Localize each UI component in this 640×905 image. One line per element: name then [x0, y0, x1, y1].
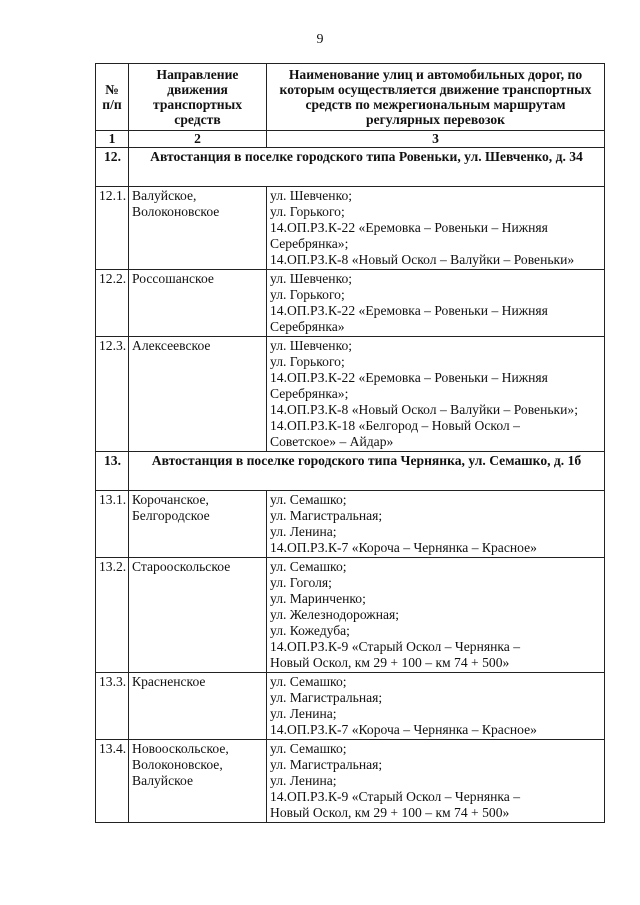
header-streets: Наименование улиц и автомобильных дорог, по которым осуществляется движение транспортных средств по межрегиональным маршрутам регулярных перевозок [267, 64, 605, 131]
streets-cell [267, 270, 605, 337]
street-line: ул. Гоголя; [270, 575, 332, 590]
table-header-row [96, 64, 605, 131]
direction-line: Россошанское [132, 271, 214, 286]
street-line: Новый Оскол, км 29 + 100 – км 74 + 500» [270, 805, 510, 820]
street-line: ул. Горького; [270, 354, 345, 369]
street-line: Новый Оскол, км 29 + 100 – км 74 + 500» [270, 655, 510, 670]
streets-cell [267, 187, 605, 270]
direction-cell [129, 740, 267, 823]
row-number: 13.2. [96, 558, 129, 673]
section-number: 13. [96, 452, 129, 491]
street-line: 14.ОП.РЗ.К-8 «Новый Оскол – Валуйки – Ровеньки»; [270, 402, 579, 417]
section-title: Автостанция в поселке городского типа Ровеньки, ул. Шевченко, д. 34 [129, 148, 605, 187]
street-line: 14.ОП.РЗ.К-22 «Еремовка – Ровеньки – Нижняя [270, 303, 548, 318]
street-line: ул. Шевченко; [270, 188, 353, 203]
column-index: 2 [129, 131, 267, 148]
street-line: ул. Кожедуба; [270, 623, 350, 638]
street-line: ул. Ленина; [270, 524, 337, 539]
section-number: 12. [96, 148, 129, 187]
direction-line: Новооскольское, [132, 741, 229, 756]
section-header-row [96, 452, 605, 491]
routes-table [95, 63, 605, 823]
street-line: 14.ОП.РЗ.К-9 «Старый Оскол – Чернянка – [270, 639, 521, 654]
direction-line: Алексеевское [132, 338, 211, 353]
table-row [96, 187, 605, 270]
street-line: Советское» – Айдар» [270, 434, 394, 449]
row-number: 13.1. [96, 491, 129, 558]
street-line: ул. Семашко; [270, 492, 347, 507]
street-line: ул. Семашко; [270, 674, 347, 689]
streets-cell [267, 558, 605, 673]
page-number: 9 [316, 32, 324, 47]
streets-cell [267, 740, 605, 823]
street-line: ул. Железнодорожная; [270, 607, 400, 622]
column-index-row [96, 131, 605, 148]
section-header-row [96, 148, 605, 187]
street-line: 14.ОП.РЗ.К-8 «Новый Оскол – Валуйки – Ровеньки» [270, 252, 575, 267]
street-line: 14.ОП.РЗ.К-18 «Белгород – Новый Оскол – [270, 418, 520, 433]
street-line: ул. Ленина; [270, 773, 337, 788]
row-number: 12.1. [96, 187, 129, 270]
streets-cell [267, 337, 605, 452]
header-direction: Направление движения транспортных средств [129, 64, 267, 131]
row-number: 13.4. [96, 740, 129, 823]
table-row [96, 558, 605, 673]
table-body [96, 148, 605, 823]
direction-line: Старооскольское [132, 559, 231, 574]
direction-cell [129, 558, 267, 673]
section-title: Автостанция в поселке городского типа Чернянка, ул. Семашко, д. 1б [129, 452, 605, 491]
column-index: 3 [267, 131, 605, 148]
street-line: ул. Горького; [270, 287, 345, 302]
street-line: 14.ОП.РЗ.К-7 «Короча – Чернянка – Красное» [270, 540, 537, 555]
direction-line: Красненское [132, 674, 206, 689]
column-index: 1 [96, 131, 129, 148]
street-line: Серебрянка»; [270, 236, 349, 251]
street-line: ул. Шевченко; [270, 271, 353, 286]
direction-cell [129, 673, 267, 740]
table-row [96, 337, 605, 452]
street-line: ул. Семашко; [270, 559, 347, 574]
table-row [96, 740, 605, 823]
row-number: 12.2. [96, 270, 129, 337]
direction-line: Валуйское [132, 773, 194, 788]
street-line: 14.ОП.РЗ.К-7 «Короча – Чернянка – Красное» [270, 722, 537, 737]
street-line: ул. Магистральная; [270, 757, 383, 772]
direction-line: Волоконовское, [132, 757, 223, 772]
direction-cell [129, 491, 267, 558]
street-line: Серебрянка»; [270, 386, 349, 401]
street-line: ул. Горького; [270, 204, 345, 219]
streets-cell [267, 673, 605, 740]
table-row [96, 673, 605, 740]
street-line: ул. Маринченко; [270, 591, 366, 606]
direction-line: Волоконовское [132, 204, 220, 219]
table-row [96, 491, 605, 558]
street-line: 14.ОП.РЗ.К-9 «Старый Оскол – Чернянка – [270, 789, 521, 804]
table-row [96, 270, 605, 337]
street-line: ул. Семашко; [270, 741, 347, 756]
direction-line: Белгородское [132, 508, 210, 523]
header-num: № п/п [96, 64, 129, 131]
street-line: 14.ОП.РЗ.К-22 «Еремовка – Ровеньки – Нижняя [270, 220, 548, 235]
street-line: ул. Шевченко; [270, 338, 353, 353]
direction-cell [129, 337, 267, 452]
direction-cell [129, 187, 267, 270]
street-line: 14.ОП.РЗ.К-22 «Еремовка – Ровеньки – Нижняя [270, 370, 548, 385]
street-line: Серебрянка» [270, 319, 345, 334]
direction-line: Валуйское, [132, 188, 197, 203]
street-line: ул. Ленина; [270, 706, 337, 721]
streets-cell [267, 491, 605, 558]
direction-cell [129, 270, 267, 337]
street-line: ул. Магистральная; [270, 508, 383, 523]
street-line: ул. Магистральная; [270, 690, 383, 705]
row-number: 13.3. [96, 673, 129, 740]
row-number: 12.3. [96, 337, 129, 452]
direction-line: Корочанское, [132, 492, 209, 507]
